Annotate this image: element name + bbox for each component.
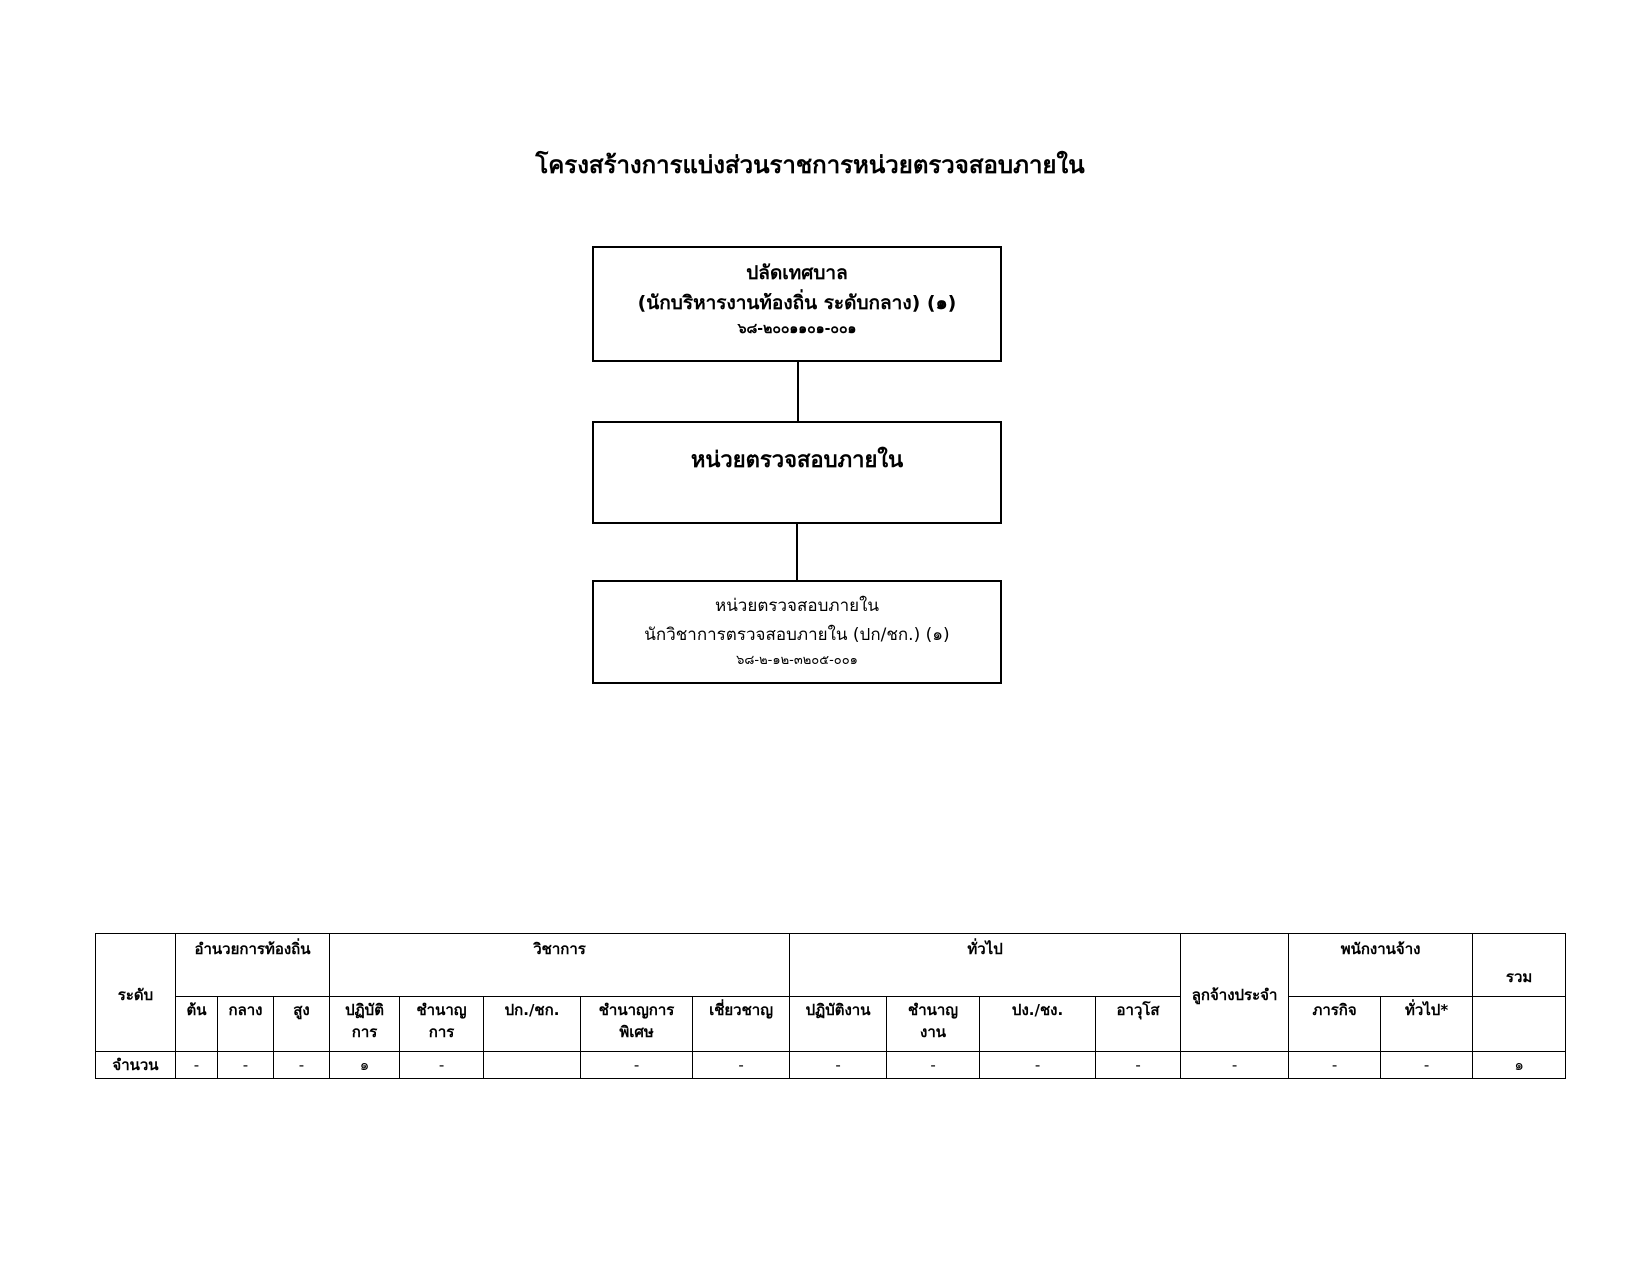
count-cell: - [274, 1052, 330, 1079]
count-cell: - [1289, 1052, 1381, 1079]
sub-header-ac-pk-ck: ปก./ชก. [484, 997, 581, 1052]
sub-header-la-high: สูง [274, 997, 330, 1052]
count-cell: - [887, 1052, 980, 1079]
sub-header-em-general: ทั่วไป* [1381, 997, 1473, 1052]
count-row-label: จำนวน [96, 1052, 176, 1079]
chief-box [592, 246, 1002, 362]
sub-header-ac-professional: ชำนาญ การ [400, 997, 484, 1052]
count-cell: - [693, 1052, 790, 1079]
page-title: โครงสร้างการแบ่งส่วนราชการหน่วยตรวจสอบภายใน [535, 151, 1085, 179]
sub-header-total-empty [1473, 997, 1566, 1052]
staff-code: ๖๘-๒-๑๒-๓๒๐๕-๐๐๑ [736, 653, 858, 668]
count-cell [484, 1052, 581, 1079]
staff-position: นักวิชาการตรวจสอบภายใน (ปก/ชก.) (๑) [644, 625, 950, 645]
chief-title: ปลัดเทศบาล [746, 262, 848, 284]
count-cell: - [980, 1052, 1096, 1079]
sub-header-ge-experienced: ชำนาญ งาน [887, 997, 980, 1052]
sub-header-ge-pg-cg: ปง./ชง. [980, 997, 1096, 1052]
sub-header-ac-expert: เชี่ยวชาญ [693, 997, 790, 1052]
sub-header-la-low: ต้น [176, 997, 218, 1052]
sub-header-la-mid: กลาง [218, 997, 274, 1052]
connector-line [796, 524, 798, 580]
unit-box [592, 421, 1002, 524]
count-cell-total: ๑ [1473, 1052, 1566, 1079]
sub-header-ge-operational: ปฏิบัติงาน [790, 997, 887, 1052]
unit-title: หน่วยตรวจสอบภายใน [690, 448, 904, 473]
count-cell: ๑ [330, 1052, 400, 1079]
connector-line [797, 362, 799, 421]
header-academic: วิชาการ [330, 934, 790, 997]
count-cell: - [1096, 1052, 1181, 1079]
header-permanent-staff: ลูกจ้างประจำ [1181, 934, 1289, 1052]
count-cell: - [790, 1052, 887, 1079]
count-cell: - [400, 1052, 484, 1079]
sub-header-ac-senior-professional: ชำนาญการ พิเศษ [581, 997, 693, 1052]
count-cell: - [176, 1052, 218, 1079]
table-row [96, 1052, 1566, 1079]
count-cell: - [1381, 1052, 1473, 1079]
count-cell: - [1181, 1052, 1289, 1079]
header-local-admin: อำนวยการท้องถิ่น [176, 934, 330, 997]
sub-header-em-mission: ภารกิจ [1289, 997, 1381, 1052]
header-level: ระดับ [96, 934, 176, 1052]
sub-header-ge-senior: อาวุโส [1096, 997, 1181, 1052]
staff-unit-name: หน่วยตรวจสอบภายใน [714, 596, 880, 616]
staff-count-table [95, 933, 1566, 1079]
header-general: ทั่วไป [790, 934, 1181, 997]
chief-subtitle: (นักบริหารงานท้องถิ่น ระดับกลาง) (๑) [637, 292, 957, 314]
header-employee: พนักงานจ้าง [1289, 934, 1473, 997]
count-cell: - [218, 1052, 274, 1079]
chief-code: ๖๘-๒๐๐๑๑๐๑-๐๐๑ [737, 321, 857, 337]
count-cell: - [581, 1052, 693, 1079]
sub-header-ac-practitioner: ปฏิบัติ การ [330, 997, 400, 1052]
header-total: รวม [1473, 934, 1566, 997]
staff-box [592, 580, 1002, 684]
